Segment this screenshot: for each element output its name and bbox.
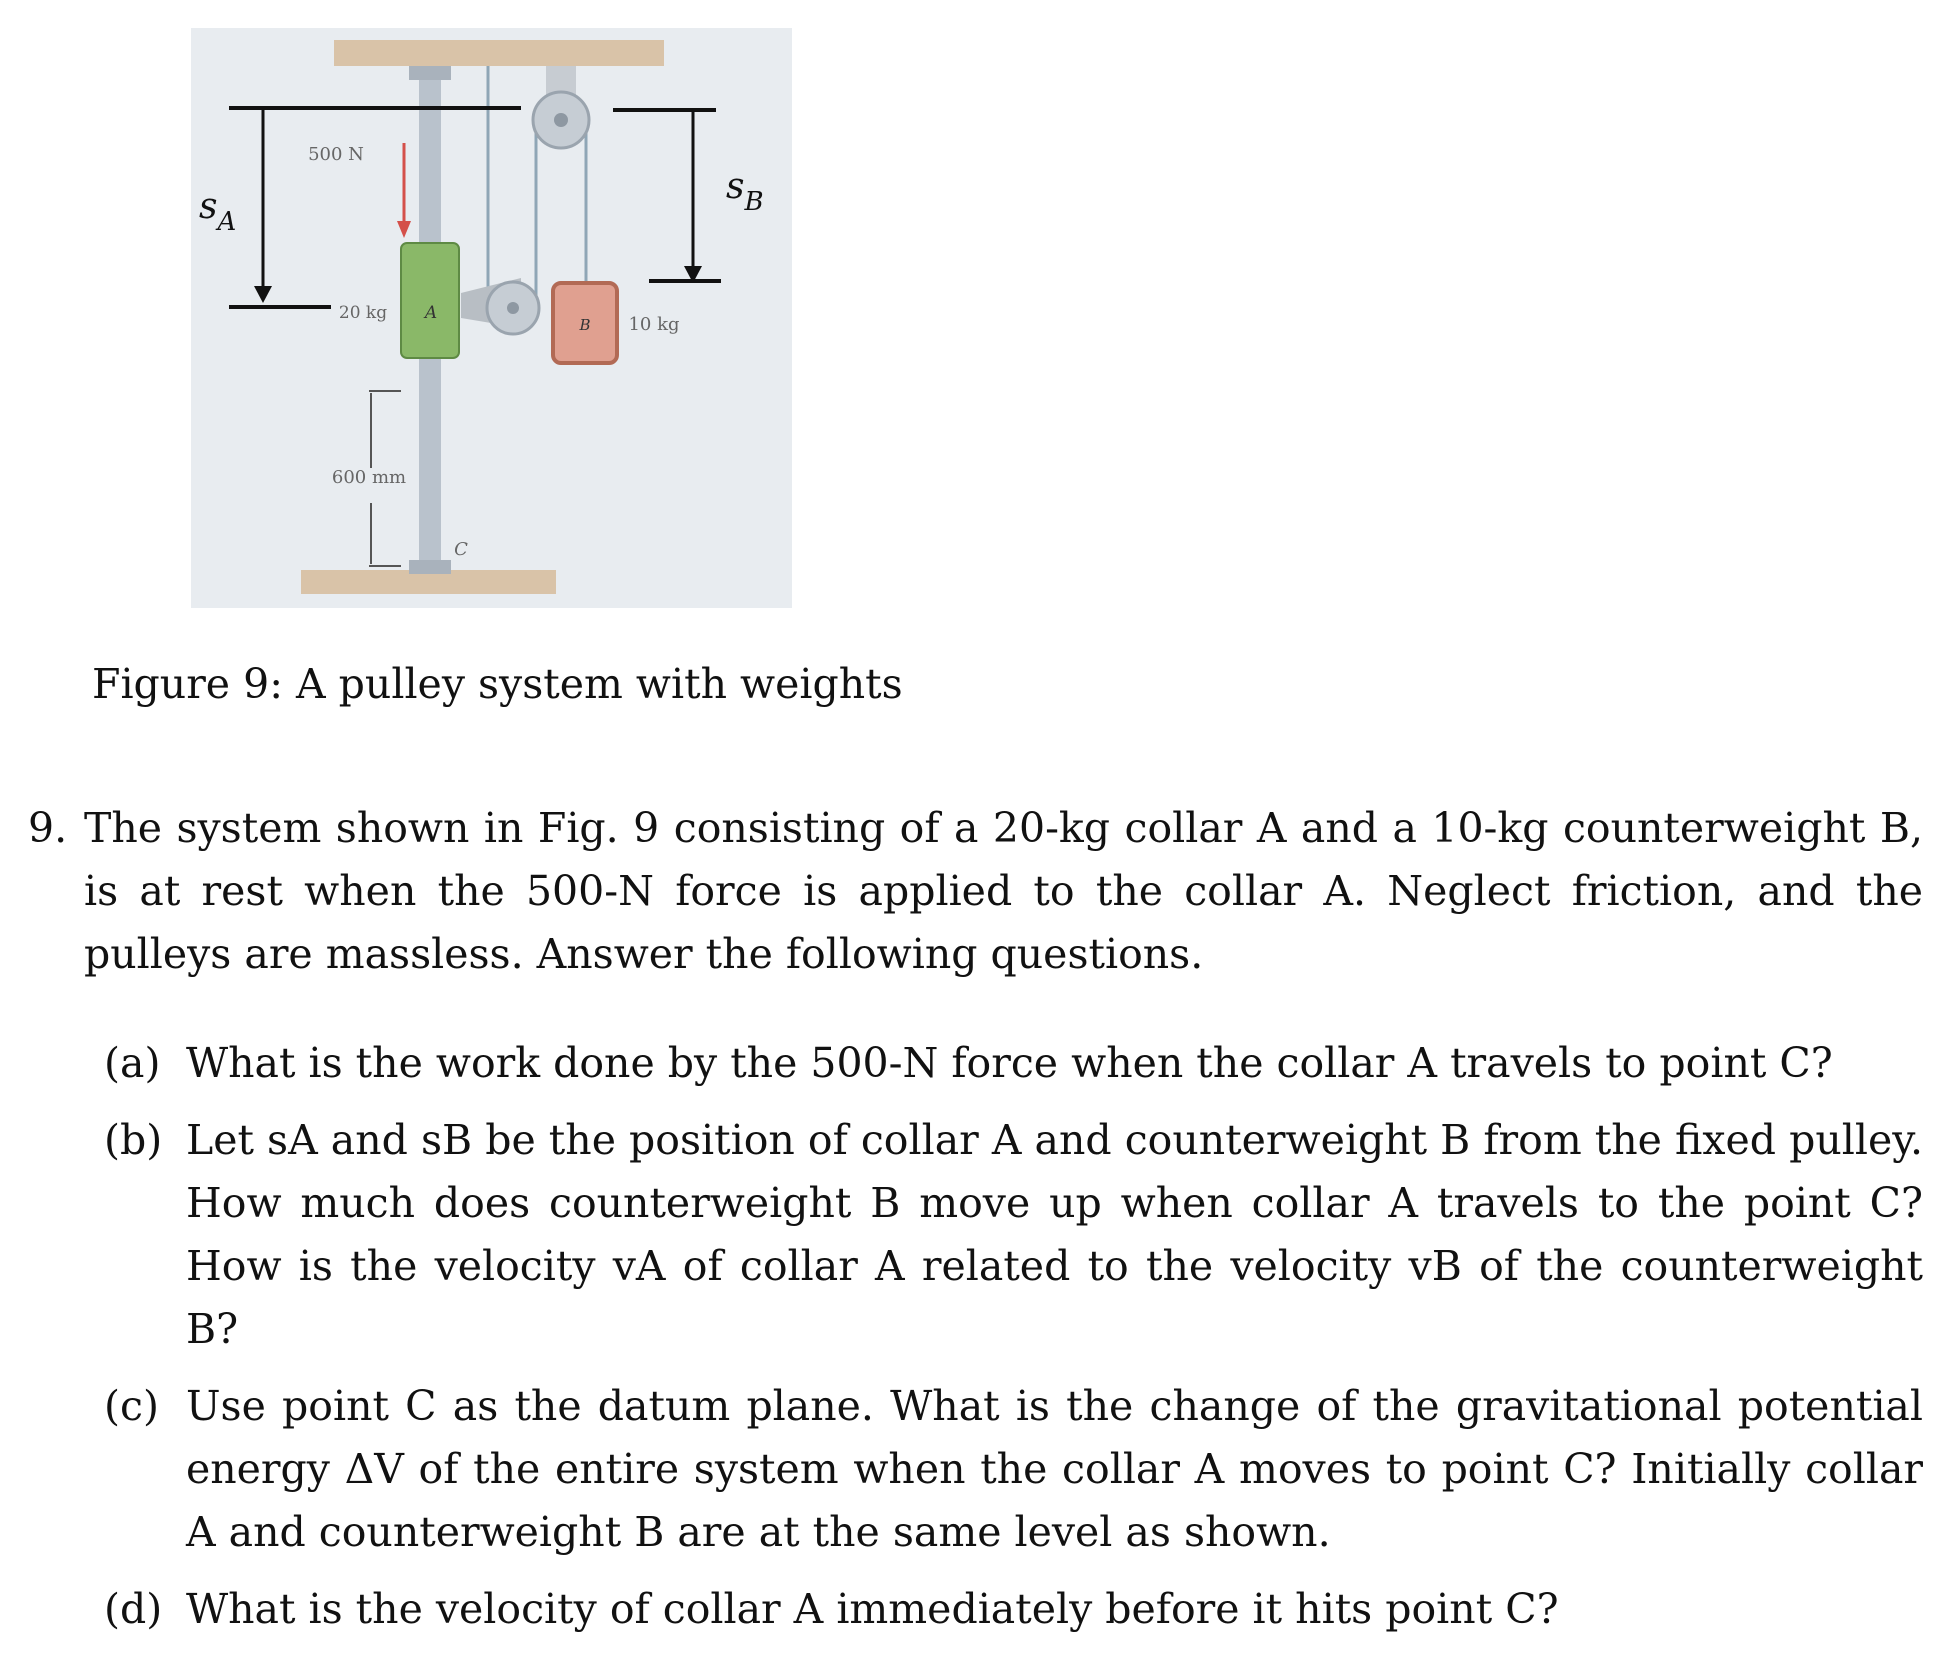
part-text: What is the velocity of collar A immediately before it hits point C?	[186, 1585, 1559, 1633]
part-text: What is the work done by the 500-N force when the collar A travels to point C?	[186, 1039, 1833, 1087]
question-part-a	[104, 1032, 1923, 1095]
question-parts	[104, 1032, 1923, 1655]
part-label: (c)	[104, 1382, 159, 1430]
figure-caption: Figure 9: A pulley system with weights	[92, 660, 903, 708]
problem-statement	[28, 797, 1923, 986]
part-label: (d)	[104, 1585, 163, 1633]
part-label: (b)	[104, 1116, 163, 1164]
mass-b-label: 10 kg	[628, 314, 680, 335]
sb-label: $s_B$	[726, 166, 764, 217]
force-label: 500 N	[308, 144, 364, 165]
sa-label: $s_A$	[199, 186, 237, 237]
problem-number: 9.	[28, 804, 68, 852]
question-part-c	[104, 1375, 1923, 1564]
collar-a	[401, 243, 459, 358]
question-part-d	[104, 1578, 1923, 1641]
part-label: (a)	[104, 1039, 161, 1087]
collar-a-letter: A	[424, 303, 438, 323]
pulley-figure	[191, 28, 792, 608]
counterweight-b-letter: B	[579, 316, 591, 334]
question-part-b	[104, 1109, 1923, 1361]
distance-label: 600 mm	[331, 467, 407, 488]
mass-a-label: 20 kg	[338, 303, 388, 323]
point-c-label: C	[454, 539, 468, 560]
part-text: Use point C as the datum plane. What is the change of the gravitational potential energy ΔV of the entire system when the collar A moves to point C? Initially collar A and counterweight B are at the same level as shown.	[186, 1382, 1923, 1556]
problem-text: The system shown in Fig. 9 consisting of a 20-kg collar A and a 10-kg counterweight B, is at rest when the 500-N force is applied to the collar A. Neglect friction, and the pulleys are massless. Answer the following questions.	[84, 804, 1923, 978]
ceiling-beam	[334, 40, 664, 66]
part-text: Let sA and sB be the position of collar A and counterweight B from the fixed pulley. How much does counterweight B move up when collar A travels to the point C? How is the velocity vA of collar A related to the velocity vB of the counterweight B?	[186, 1116, 1923, 1353]
